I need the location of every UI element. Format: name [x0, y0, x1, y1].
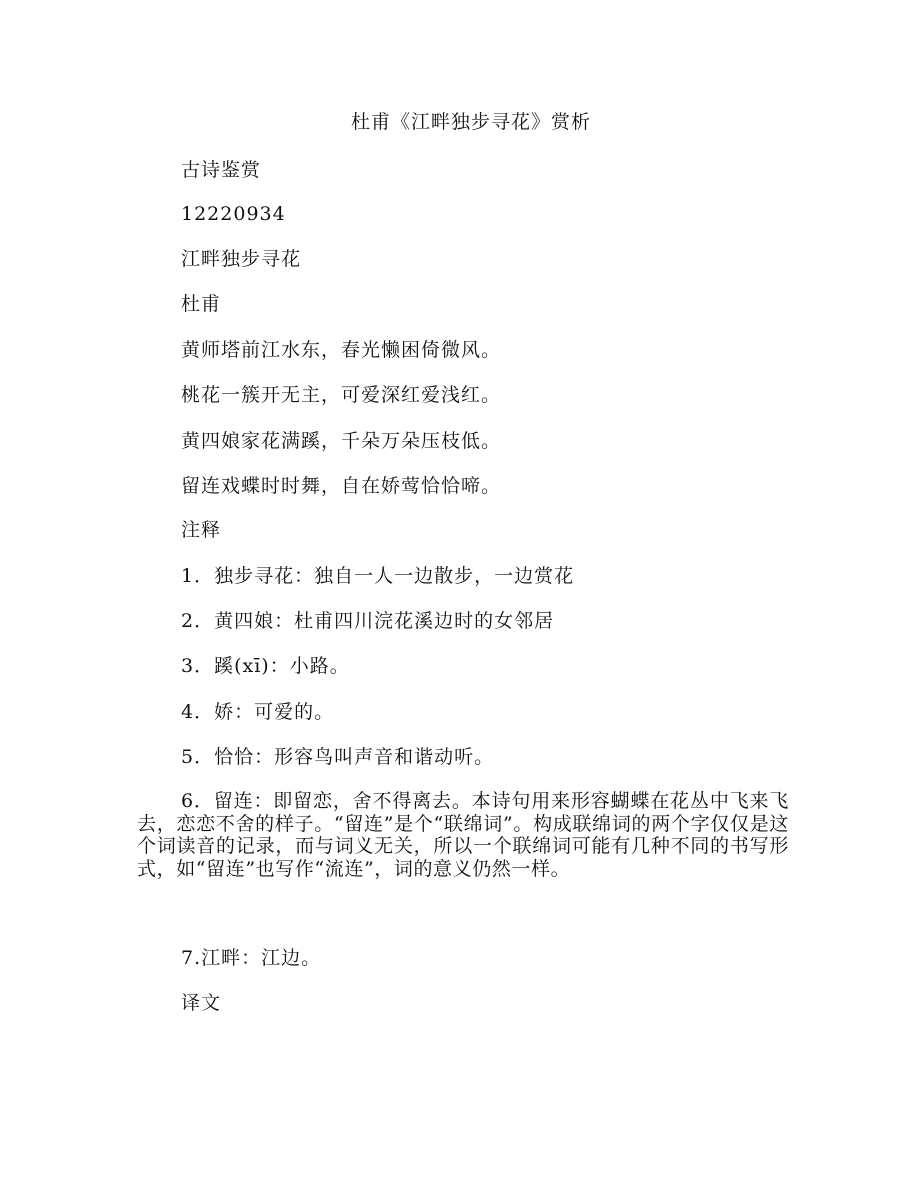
- note-item: 5．恰恰：形容鸟叫声音和谐动听。: [181, 746, 495, 768]
- note-item: 4．娇：可爱的。: [181, 701, 335, 723]
- note-item: 1．独步寻花：独自一人一边散步，一边赏花: [181, 565, 575, 587]
- category-label: 古诗鉴赏: [181, 159, 262, 181]
- note-item: 7.江畔：江边。: [181, 947, 322, 969]
- document-number: 12220934: [181, 203, 286, 225]
- note-item: 3．蹊(xī)：小路。: [181, 655, 350, 677]
- notes-heading: 注释: [181, 519, 222, 541]
- poem-line: 黄四娘家花满蹊，千朵万朵压枝低。: [181, 430, 502, 452]
- poem-line: 黄师塔前江水东，春光懒困倚微风。: [181, 339, 502, 361]
- poem-line: 桃花一簇开无主，可爱深红爱浅红。: [181, 384, 502, 406]
- poem-title: 江畔独步寻花: [181, 248, 302, 270]
- document-title: 杜甫《江畔独步寻花》赏析: [350, 111, 591, 133]
- note-paragraph: 6．留连：即留恋，舍不得离去。本诗句用来形容蝴蝶在花丛中飞来飞去，恋恋不舍的样子。“留连”是个“联绵词”。构成联绵词的两个字仅仅是这个词读音的记录，而与词义无关，所以一个联绵词可能有几种不同的书写形式，如“留连”也写作“流连”，词的意义仍然一样。: [137, 790, 789, 880]
- poem-line: 留连戏蝶时时舞，自在娇莺恰恰啼。: [181, 475, 502, 497]
- poem-author: 杜甫: [181, 293, 222, 315]
- note-item: 2．黄四娘：杜甫四川浣花溪边时的女邻居: [181, 610, 555, 632]
- translation-heading: 译文: [181, 992, 222, 1014]
